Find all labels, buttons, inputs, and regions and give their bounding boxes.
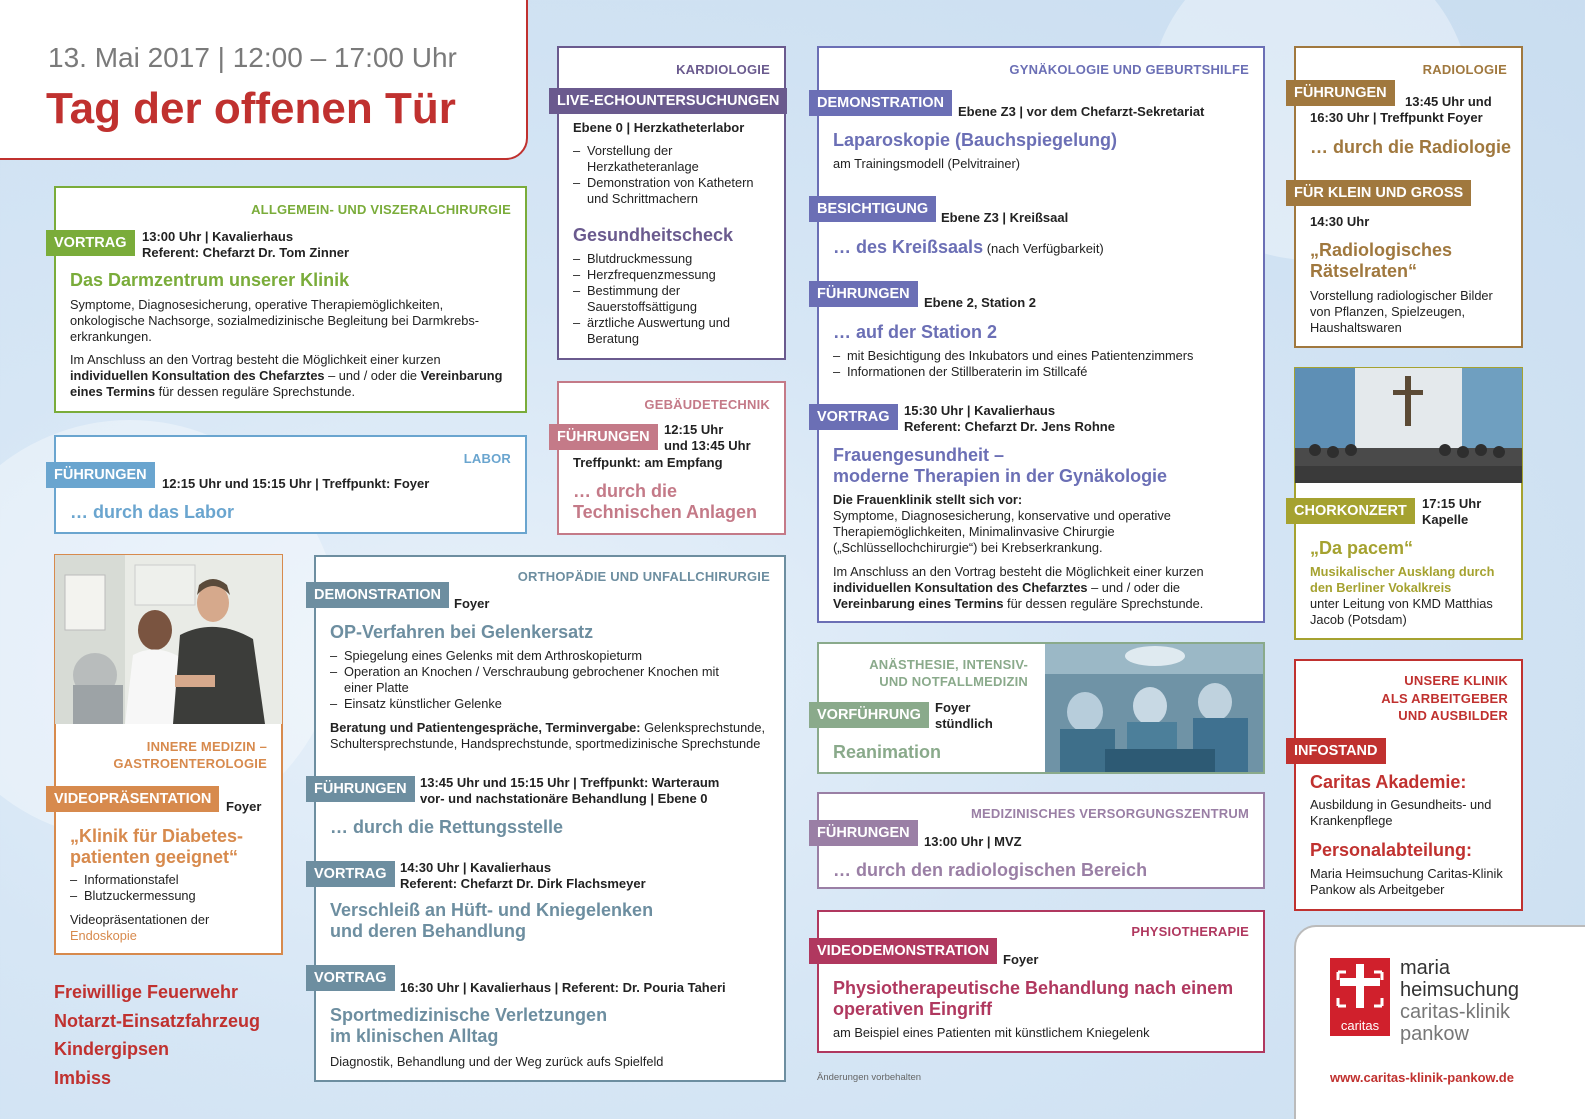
text: Videopräsentationen der: [70, 912, 210, 927]
list-item: – Demonstration von Kathetern und Schrittmachern: [573, 175, 773, 207]
tag-demonstration: DEMONSTRATION: [306, 582, 449, 608]
event-title: Laparoskopie (Bauchspiegelung): [833, 130, 1118, 150]
heading-line: INNERE MEDIZIN –: [146, 739, 267, 754]
event-location: Foyer: [935, 700, 971, 715]
tag-fuehrungen: FÜHRUNGEN: [809, 281, 918, 307]
section-heading: MEDIZINISCHES VERSORGUNGSZENTRUM: [971, 806, 1249, 821]
title-line: patienten geeignet“: [70, 847, 239, 867]
title-line: Physiotherapeutische Behandlung nach einem: [833, 978, 1234, 998]
section-heading: KARDIOLOGIE: [676, 62, 770, 77]
event-frequency: stündlich: [935, 716, 993, 731]
text-bold: Vereinbarung eines Termins: [833, 596, 1004, 611]
event-title: … durch den radiologischen Bereich: [833, 860, 1148, 880]
list-item: – Blutzuckermessung: [70, 888, 196, 904]
page-title: Tag der offenen Tür: [46, 84, 456, 133]
event-title: Gesundheitscheck: [573, 225, 734, 245]
extras-list: [54, 978, 260, 1092]
photo-lab-staff: [55, 555, 282, 724]
event-description: am Beispiel eines Patienten mit künstlichem Kniegelenk: [833, 1025, 1150, 1040]
text-bold: individuellen Konsultation des Chefarztes: [70, 368, 325, 383]
event-title: … durch das Labor: [70, 502, 235, 522]
list-item: – ärztliche Auswertung und Beratung: [573, 315, 773, 347]
text: für dessen reguläre Sprechstunde.: [1003, 596, 1204, 611]
event-description: Maria Heimsuchung Caritas-Klinik Pankow als Arbeitgeber: [1310, 866, 1503, 897]
text-bold: Vereinbarung eines Termins: [70, 368, 503, 399]
section-heading: [1300, 672, 1508, 725]
event-description: [70, 912, 209, 944]
event-title: „Da pacem“: [1310, 538, 1414, 558]
event-meta: 12:15 Uhr und 15:15 Uhr | Treffpunkt: Foyer: [162, 476, 430, 491]
event-description: [833, 492, 1253, 556]
event-title: [833, 978, 1233, 1020]
title-line: im klinischen Alltag: [330, 1026, 499, 1046]
text: – und / oder die: [324, 368, 418, 383]
clinic-name-line: heimsuchung: [1400, 979, 1519, 1001]
event-meta: 13:00 Uhr | MVZ: [924, 834, 1022, 849]
section-heading: [830, 656, 1028, 690]
event-date-time: 13. Mai 2017 | 12:00 – 17:00 Uhr: [48, 42, 457, 73]
event-title: Reanimation: [833, 742, 942, 762]
clinic-name-line: pankow: [1400, 1023, 1469, 1045]
event-time: 17:15 Uhr: [1422, 496, 1482, 511]
event-consultation-note: [833, 564, 1253, 612]
clinic-name: [1400, 957, 1519, 1045]
title-line: moderne Therapien in der Gynäkologie: [833, 466, 1168, 486]
caritas-cross-icon: [1330, 958, 1390, 1018]
event-location: Kapelle: [1422, 512, 1469, 527]
event-description: Symptome, Diagnosesicherung, operative Therapiemöglichkeiten, onkologische Nachsorge, sozialmedizinische Begleitung bei Darmkrebs-erkrankungen.: [70, 297, 479, 344]
event-time: 15:30 Uhr | Kavalierhaus: [904, 403, 1056, 418]
event-meta: [142, 229, 349, 261]
event-meta: [904, 403, 1115, 435]
text: Symptome, Diagnosesicherung, konservative und operative Therapiemöglichkeiten, Minimalinvasive Chirurgie („Schlüssellochchirurgie“) bei Krebserkrankung.: [833, 508, 1171, 555]
lab-photo-illustration: [55, 555, 282, 724]
clinic-name-line: maria: [1400, 957, 1451, 979]
event-time: [664, 422, 751, 454]
extra-item: Notarzt-Einsatzfahrzeug: [54, 1010, 261, 1031]
event-description: [1310, 564, 1515, 628]
tag-live-echountersuchungen: LIVE-ECHOUNTERSUCHUNGEN: [549, 88, 787, 114]
text: 16:30 Uhr | Treffpunkt Foyer: [1310, 110, 1483, 125]
highlight-text: Endoskopie: [70, 928, 137, 943]
heading-line: UND AUSBILDER: [1398, 708, 1508, 723]
choir-photo-illustration: [1295, 368, 1522, 483]
title-line: und deren Behandlung: [330, 921, 526, 941]
event-meta: [1310, 94, 1515, 126]
section-heading: GEBÄUDETECHNIK: [644, 397, 770, 412]
footnote: Änderungen vorbehalten: [817, 1072, 922, 1083]
event-title: … durch die Radiologie: [1310, 137, 1512, 157]
event-title: Personalabteilung:: [1310, 840, 1473, 860]
event-location: Ebene 0 | Herzkatheterlabor: [573, 120, 745, 135]
event-title: [70, 826, 243, 868]
list-item: – mit Besichtigung des Inkubators und eines Patientenzimmers: [833, 348, 1253, 364]
event-time: 14:30 Uhr: [1310, 214, 1370, 229]
title-line: Frauengesundheit –: [833, 445, 1005, 465]
event-speaker: Referent: Chefarzt Dr. Tom Zinner: [142, 245, 350, 260]
section-heading: RADIOLOGIE: [1422, 62, 1507, 77]
title-line: „Klinik für Diabetes-: [70, 826, 244, 846]
event-location: Ebene Z3 | Kreißsaal: [941, 210, 1069, 225]
tag-vortrag: VORTRAG: [809, 404, 898, 430]
event-meta: [400, 860, 646, 892]
tag-fuehrungen: FÜHRUNGEN: [306, 776, 415, 802]
event-location: Foyer: [226, 799, 262, 814]
tag-videopraesentation: VIDEOPRÄSENTATION: [46, 786, 219, 812]
title-line: Technischen Anlagen: [573, 502, 758, 522]
title-text: … des Kreißsaals: [833, 237, 984, 257]
text-bold: Die Frauenklinik stellt sich vor:: [833, 492, 1023, 507]
section-heading: ALLGEMEIN- UND VISZERALCHIRURGIE: [251, 202, 511, 217]
event-description: am Trainingsmodell (Pelvitrainer): [833, 156, 1021, 171]
list-item: – Bestimmung der Sauerstoffsättigung: [573, 283, 773, 315]
photo-choir-chapel: [1295, 368, 1522, 483]
text: 12:15 Uhr: [664, 422, 724, 437]
event-title: OP-Verfahren bei Gelenkersatz: [330, 622, 594, 642]
event-description: [330, 720, 770, 752]
tag-fuehrungen: FÜHRUNGEN: [1286, 80, 1395, 106]
tag-fuehrungen: FÜHRUNGEN: [46, 462, 155, 488]
list-item: – Operation an Knochen / Verschraubung gebrochener Knochen mit einer Platte: [330, 664, 730, 696]
event-description: Vorstellung radiologischer Bilder von Pflanzen, Spielzeugen, Haushaltswaren: [1310, 288, 1493, 335]
text: 13:45 Uhr und: [1405, 94, 1492, 109]
tag-infostand: INFOSTAND: [1286, 738, 1386, 764]
header-box: [0, 0, 528, 160]
event-title: [330, 1005, 607, 1047]
text: Im Anschluss an den Vortrag besteht die Möglichkeit einer kurzen: [70, 352, 441, 367]
extra-item: Kindergipsen: [54, 1039, 170, 1059]
text-bold: Beratung und Patientengespräche, Terminvergabe:: [330, 720, 641, 735]
tag-vortrag: VORTRAG: [306, 965, 395, 991]
title-line: operativen Eingriff: [833, 999, 993, 1019]
event-time: 13:00 Uhr | Kavalierhaus: [142, 229, 294, 244]
text: und 13:45 Uhr: [664, 438, 751, 453]
website-link[interactable]: www.caritas-klinik-pankow.de: [1330, 1070, 1514, 1085]
event-location: Ebene 2, Station 2: [924, 295, 1036, 310]
title-line: Sportmedizinische Verletzungen: [330, 1005, 608, 1025]
event-title: Caritas Akademie:: [1310, 772, 1467, 792]
tag-videodemonstration: VIDEODEMONSTRATION: [809, 938, 997, 964]
text: 13:45 Uhr und 15:15 Uhr | Treffpunkt: Warteraum: [420, 775, 720, 790]
text: Gelenksprechstunde, Schultersprechstunde, Handsprechstunde, sportmedizinische Sprechstunde: [330, 720, 766, 751]
event-speaker: Referent: Chefarzt Dr. Dirk Flachsmeyer: [400, 876, 646, 891]
list-item: – Informationen der Stillberaterin im Stillcafé: [833, 364, 1253, 380]
heading-line: GASTROENTEROLOGIE: [113, 756, 267, 771]
item-list: [573, 143, 773, 207]
event-time: 14:30 Uhr | Kavalierhaus: [400, 860, 552, 875]
extra-item: Imbiss: [54, 1067, 112, 1088]
event-meta: [1422, 496, 1481, 528]
event-speaker: Referent: Chefarzt Dr. Jens Rohne: [904, 419, 1115, 434]
section-heading: PHYSIOTHERAPIE: [1131, 924, 1249, 939]
title-line: … durch die: [573, 481, 678, 501]
clinic-name-line: caritas-klinik: [1400, 1001, 1511, 1023]
heading-line: UND NOTFALLMEDIZIN: [879, 674, 1028, 689]
list-item: – Vorstellung der Herzkatheteranlage: [573, 143, 773, 175]
text: – und / oder die: [1087, 580, 1181, 595]
item-list: [330, 648, 730, 712]
tag-fuehrungen: FÜHRUNGEN: [809, 820, 918, 846]
section-heading: GYNÄKOLOGIE UND GEBURTSHILFE: [1009, 62, 1249, 77]
event-title: … auf der Station 2: [833, 322, 998, 342]
event-location: Foyer: [454, 596, 490, 611]
list-item: – Blutdruckmessung: [573, 251, 773, 267]
tag-vortrag: VORTRAG: [46, 230, 135, 256]
event-title: [573, 481, 757, 523]
logo-badge-text: caritas: [1340, 1018, 1380, 1033]
section-heading: ORTHOPÄDIE UND UNFALLCHIRURGIE: [517, 569, 770, 584]
list-item: – Herzfrequenzmessung: [573, 267, 773, 283]
event-location: Foyer: [1003, 952, 1039, 967]
photo-surgery-team: [1045, 644, 1263, 772]
title-note: (nach Verfügbarkeit): [983, 241, 1104, 256]
tag-besichtigung: BESICHTIGUNG: [809, 196, 936, 222]
title-line: Verschleiß an Hüft- und Kniegelenken: [330, 900, 654, 920]
tag-vorfuehrung: VORFÜHRUNG: [809, 702, 929, 728]
tag-vortrag: VORTRAG: [306, 861, 395, 887]
event-title: [1310, 240, 1452, 282]
section-heading: LABOR: [463, 451, 511, 466]
tag-demonstration: DEMONSTRATION: [809, 90, 952, 116]
event-meta: [420, 775, 719, 807]
tag-fuer-klein-und-gross: FÜR KLEIN UND GROSS: [1286, 180, 1471, 206]
caritas-logo: [1330, 958, 1390, 1036]
text: unter Leitung von KMD Matthias Jacob (Potsdam): [1310, 596, 1493, 627]
event-title: … durch die Rettungsstelle: [330, 817, 564, 837]
text: für dessen reguläre Sprechstunde.: [155, 384, 356, 399]
event-description: Ausbildung in Gesundheits- und Krankenpflege: [1310, 797, 1492, 828]
heading-line: ANÄSTHESIE, INTENSIV-: [869, 657, 1028, 672]
title-line: Rätselraten“: [1310, 261, 1418, 281]
event-title: [833, 237, 1104, 259]
highlight-text: Musikalischer Ausklang durch den Berliner Vokalkreis: [1310, 564, 1495, 595]
item-list: [833, 348, 1253, 380]
text-bold: individuellen Konsultation des Chefarztes: [833, 580, 1088, 595]
event-title: [330, 900, 653, 942]
list-item: – Informationstafel: [70, 872, 196, 888]
event-meeting-point: Treffpunkt: am Empfang: [573, 455, 723, 470]
event-location: Ebene Z3 | vor dem Chefarzt-Sekretariat: [958, 104, 1205, 119]
surgery-photo-illustration: [1045, 644, 1263, 772]
event-title: Das Darmzentrum unserer Klinik: [70, 270, 350, 290]
title-line: „Radiologisches: [1310, 240, 1453, 260]
heading-line: ALS ARBEITGEBER: [1381, 690, 1508, 706]
event-meta: [935, 700, 993, 732]
event-description: Diagnostik, Behandlung und der Weg zurück aufs Spielfeld: [330, 1054, 664, 1069]
item-list: [573, 251, 773, 347]
list-item: – Spiegelung eines Gelenks mit dem Arthroskopieturm: [330, 648, 730, 664]
event-title: [833, 445, 1167, 487]
text: Im Anschluss an den Vortrag besteht die Möglichkeit einer kurzen: [833, 564, 1204, 579]
event-consultation-note: [70, 352, 510, 400]
item-list: [70, 872, 196, 904]
heading-line: UNSERE KLINIK: [1404, 673, 1508, 688]
text: vor- und nachstationäre Behandlung | Ebene 0: [420, 791, 708, 806]
event-meta: 16:30 Uhr | Kavalierhaus | Referent: Dr. Pouria Taheri: [400, 980, 726, 995]
extra-item: Freiwillige Feuerwehr: [54, 982, 239, 1002]
tag-fuehrungen: FÜHRUNGEN: [549, 424, 658, 450]
section-heading: [60, 738, 267, 772]
list-item: – Einsatz künstlicher Gelenke: [330, 696, 730, 712]
tag-chorkonzert: CHORKONZERT: [1286, 498, 1415, 524]
